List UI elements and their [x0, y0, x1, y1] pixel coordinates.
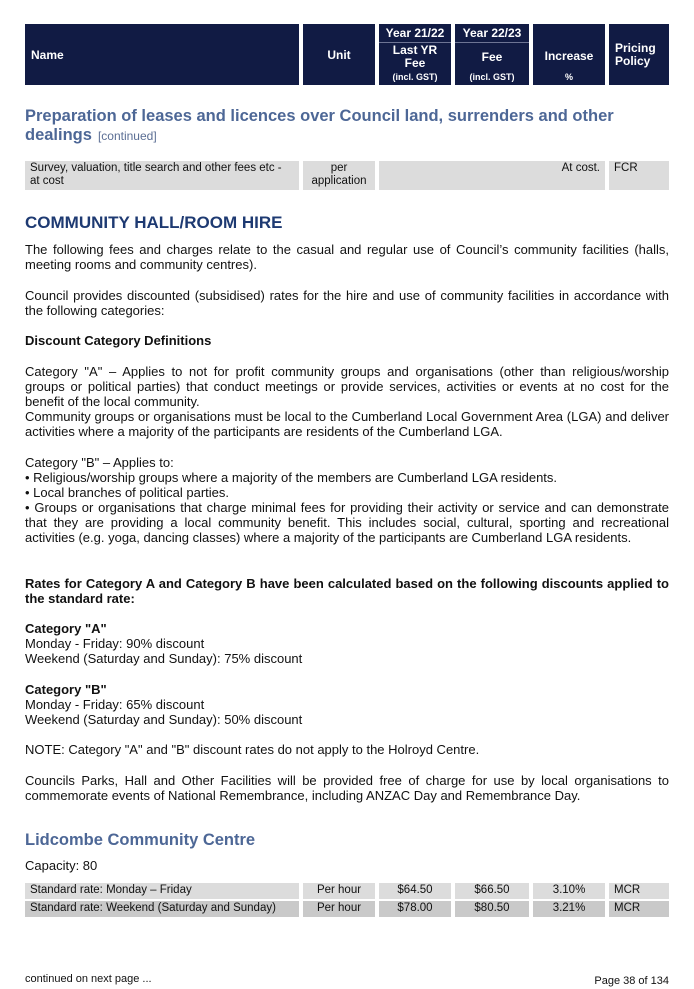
leases-section-title [25, 107, 615, 146]
holroyd-note: NOTE: Category "A" and "B" discount rates do not apply to the Holroyd Centre. [25, 742, 480, 757]
leases-row-unit: per application [303, 161, 375, 190]
category-b-rates-title: Category "B" [25, 682, 107, 697]
lidcombe-row-1-last: $64.50 [379, 883, 451, 899]
header-year2 [455, 24, 529, 85]
header-year1-sub: (incl. GST) [392, 72, 438, 82]
lidcombe-row-2-unit: Per hour [303, 901, 375, 917]
leases-row-policy: FCR [609, 161, 669, 190]
category-b-definition [25, 455, 669, 545]
discount-category-heading-text: Discount Category Definitions [25, 333, 212, 348]
leases-row-name: Survey, valuation, title search and other fees etc - at cost [25, 161, 299, 190]
lidcombe-row-1-unit: Per hour [303, 883, 375, 899]
header-pricing [609, 24, 669, 85]
category-b-intro: Category "B" – Applies to: [25, 455, 174, 470]
category-a-weekday: Monday - Friday: 90% discount [25, 636, 205, 651]
category-a-rates [25, 621, 669, 666]
header-year2-mid: Fee [481, 49, 503, 64]
category-b-rates [25, 682, 669, 727]
lidcombe-capacity: Capacity: 80 [25, 858, 98, 873]
header-unit [303, 24, 375, 85]
header-year2-sub: (incl. GST) [469, 72, 515, 82]
header-unit-label: Unit [327, 47, 351, 62]
lidcombe-row-2-fee: $80.50 [455, 901, 529, 917]
header-pricing-label: Pricing Policy [615, 40, 656, 68]
category-b-item-3: • Groups or organisations that charge minimal fees for providing their activity or service and can demonstrate that they are providing a local community benefit. This includes social, cultural, sporting and recreational activities (e.g. yoga, dancing classes) where a majority of the participants are Cumberland LGA residents. [25, 500, 669, 545]
leases-row-fee: At cost. [379, 161, 605, 190]
category-b-item-1: • Religious/worship groups where a majority of the members are Cumberland LGA residents. [25, 470, 558, 485]
lidcombe-row-2-policy: MCR [609, 901, 669, 917]
header-name-label: Name [31, 47, 64, 62]
remembrance-paragraph: Councils Parks, Hall and Other Facilities will be provided free of charge for use by local organisations to commemorate events of National Remembrance, including ANZAC Day and Remembrance Day. [25, 773, 669, 803]
lidcombe-row-1-name: Standard rate: Monday – Friday [25, 883, 299, 899]
leases-continued-label: [continued] [97, 129, 157, 143]
category-a-definition [25, 364, 669, 439]
category-a-weekend: Weekend (Saturday and Sunday): 75% discount [25, 651, 303, 666]
category-b-item-2: • Local branches of political parties. [25, 485, 229, 500]
category-a-rates-title: Category "A" [25, 621, 107, 636]
category-a-text-2: Community groups or organisations must be local to the Cumberland Local Government Area (LGA) and deliver activities where a majority of the participants are residents of the Cumberland LGA. [25, 409, 669, 439]
hall-intro-paragraph: The following fees and charges relate to the casual and regular use of Council’s community facilities (halls, meeting rooms and community centres). [25, 242, 669, 272]
header-increase-label: Increase [544, 49, 594, 63]
category-a-text-1: Category "A" – Applies to not for profit community groups and organisations (other than religious/worship groups or political parties) that conduct meetings or provide services, activities or events at no cost for the benefit of the local community. [25, 364, 669, 409]
header-increase-sub: % [564, 72, 573, 82]
lidcombe-title: Lidcombe Community Centre [25, 831, 256, 849]
discount-category-heading [25, 333, 669, 348]
header-increase [533, 24, 605, 85]
leases-title-text: Preparation of leases and licences over Council land, surrenders and other dealings [25, 107, 614, 144]
lidcombe-row-1-policy: MCR [609, 883, 669, 899]
category-b-weekend: Weekend (Saturday and Sunday): 50% discount [25, 712, 303, 727]
rates-heading [25, 576, 669, 606]
hall-discount-paragraph: Council provides discounted (subsidised) rates for the hire and use of community facilities in accordance with the following categories: [25, 288, 669, 318]
header-name [25, 24, 299, 85]
rates-heading-text: Rates for Category A and Category B have been calculated based on the following discounts applied to the standard rate: [25, 576, 669, 606]
header-year1 [379, 24, 451, 85]
header-year1-mid: Last YR Fee [392, 43, 438, 70]
lidcombe-row-2-name: Standard rate: Weekend (Saturday and Sunday) [25, 901, 299, 917]
header-year1-top: Year 21/22 [379, 24, 451, 43]
header-year2-top: Year 22/23 [455, 24, 529, 43]
lidcombe-row-1-fee: $66.50 [455, 883, 529, 899]
community-hall-heading: COMMUNITY HALL/ROOM HIRE [25, 213, 283, 232]
lidcombe-row-1-inc: 3.10% [533, 883, 605, 899]
category-b-weekday: Monday - Friday: 65% discount [25, 697, 205, 712]
continued-footer: continued on next page ... [25, 973, 152, 985]
lidcombe-row-2-last: $78.00 [379, 901, 451, 917]
lidcombe-row-2-inc: 3.21% [533, 901, 605, 917]
page-number: Page 38 of 134 [594, 975, 669, 987]
